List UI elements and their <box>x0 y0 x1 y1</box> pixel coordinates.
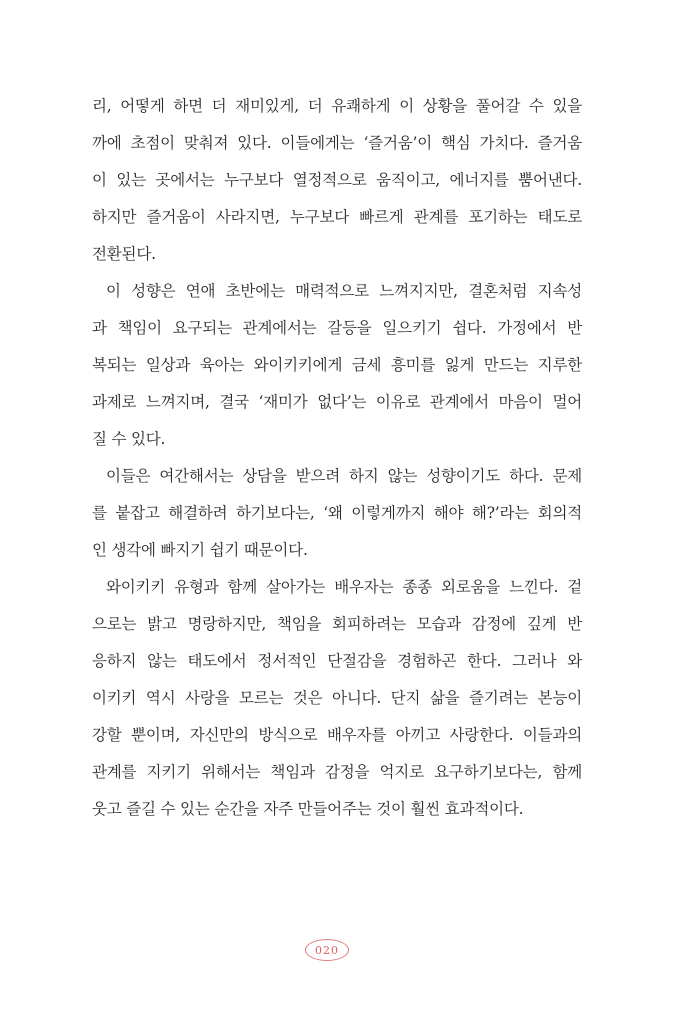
text-line: 복되는 일상과 육아는 와이키키에게 금세 흥미를 잃게 만드는 지루한 <box>92 356 582 374</box>
text-line: 이들은 여간해서는 상담을 받으려 하지 않는 성향이기도 하다. 문제 <box>106 467 582 485</box>
text-line: 질 수 있다. <box>92 430 166 448</box>
text-line: 와이키키 유형과 함께 살아가는 배우자는 종종 외로움을 느낀다. 겉 <box>106 578 582 596</box>
page-body <box>92 88 582 828</box>
paragraph-1 <box>92 88 582 273</box>
text-line: 강할 뿐이며, 자신만의 방식으로 배우자를 아끼고 사랑한다. 이들과의 <box>92 726 582 744</box>
text-line: 전환된다. <box>92 245 156 263</box>
page-number: 020 <box>305 939 349 961</box>
text-line: 관계를 지키기 위해서는 책임과 감정을 억지로 요구하기보다는, 함께 <box>92 763 582 781</box>
text-line: 리, 어떻게 하면 더 재미있게, 더 유쾌하게 이 상황을 풀어갈 수 있을 <box>92 97 582 115</box>
text-line: 이 성향은 연애 초반에는 매력적으로 느껴지지만, 결혼처럼 지속성 <box>106 282 582 300</box>
text-line: 를 붙잡고 해결하려 하기보다는, ‘왜 이렇게까지 해야 해?’라는 회의적 <box>92 504 582 522</box>
paragraph-4 <box>92 569 582 828</box>
text-line: 이키키 역시 사랑을 모르는 것은 아니다. 단지 삶을 즐기려는 본능이 <box>92 689 582 707</box>
text-line: 웃고 즐길 수 있는 순간을 자주 만들어주는 것이 훨씬 효과적이다. <box>92 800 524 818</box>
text-line: 까에 초점이 맞춰져 있다. 이들에게는 ‘즐거움’이 핵심 가치다. 즐거움 <box>92 134 582 152</box>
text-line: 하지만 즐거움이 사라지면, 누구보다 빠르게 관계를 포기하는 태도로 <box>92 208 582 226</box>
text-line: 으로는 밝고 명랑하지만, 책임을 회피하려는 모습과 감정에 깊게 반 <box>92 615 582 633</box>
text-line: 과 책임이 요구되는 관계에서는 갈등을 일으키기 쉽다. 가정에서 반 <box>92 319 582 337</box>
text-line: 인 생각에 빠지기 쉽기 때문이다. <box>92 541 308 559</box>
paragraph-2 <box>92 273 582 458</box>
text-line: 이 있는 곳에서는 누구보다 열정적으로 움직이고, 에너지를 뿜어낸다. <box>92 171 582 189</box>
paragraph-3 <box>92 458 582 569</box>
text-line: 과제로 느껴지며, 결국 ‘재미가 없다’는 이유로 관계에서 마음이 멀어 <box>92 393 582 411</box>
text-line: 응하지 않는 태도에서 정서적인 단절감을 경험하곤 한다. 그러나 와 <box>92 652 582 670</box>
